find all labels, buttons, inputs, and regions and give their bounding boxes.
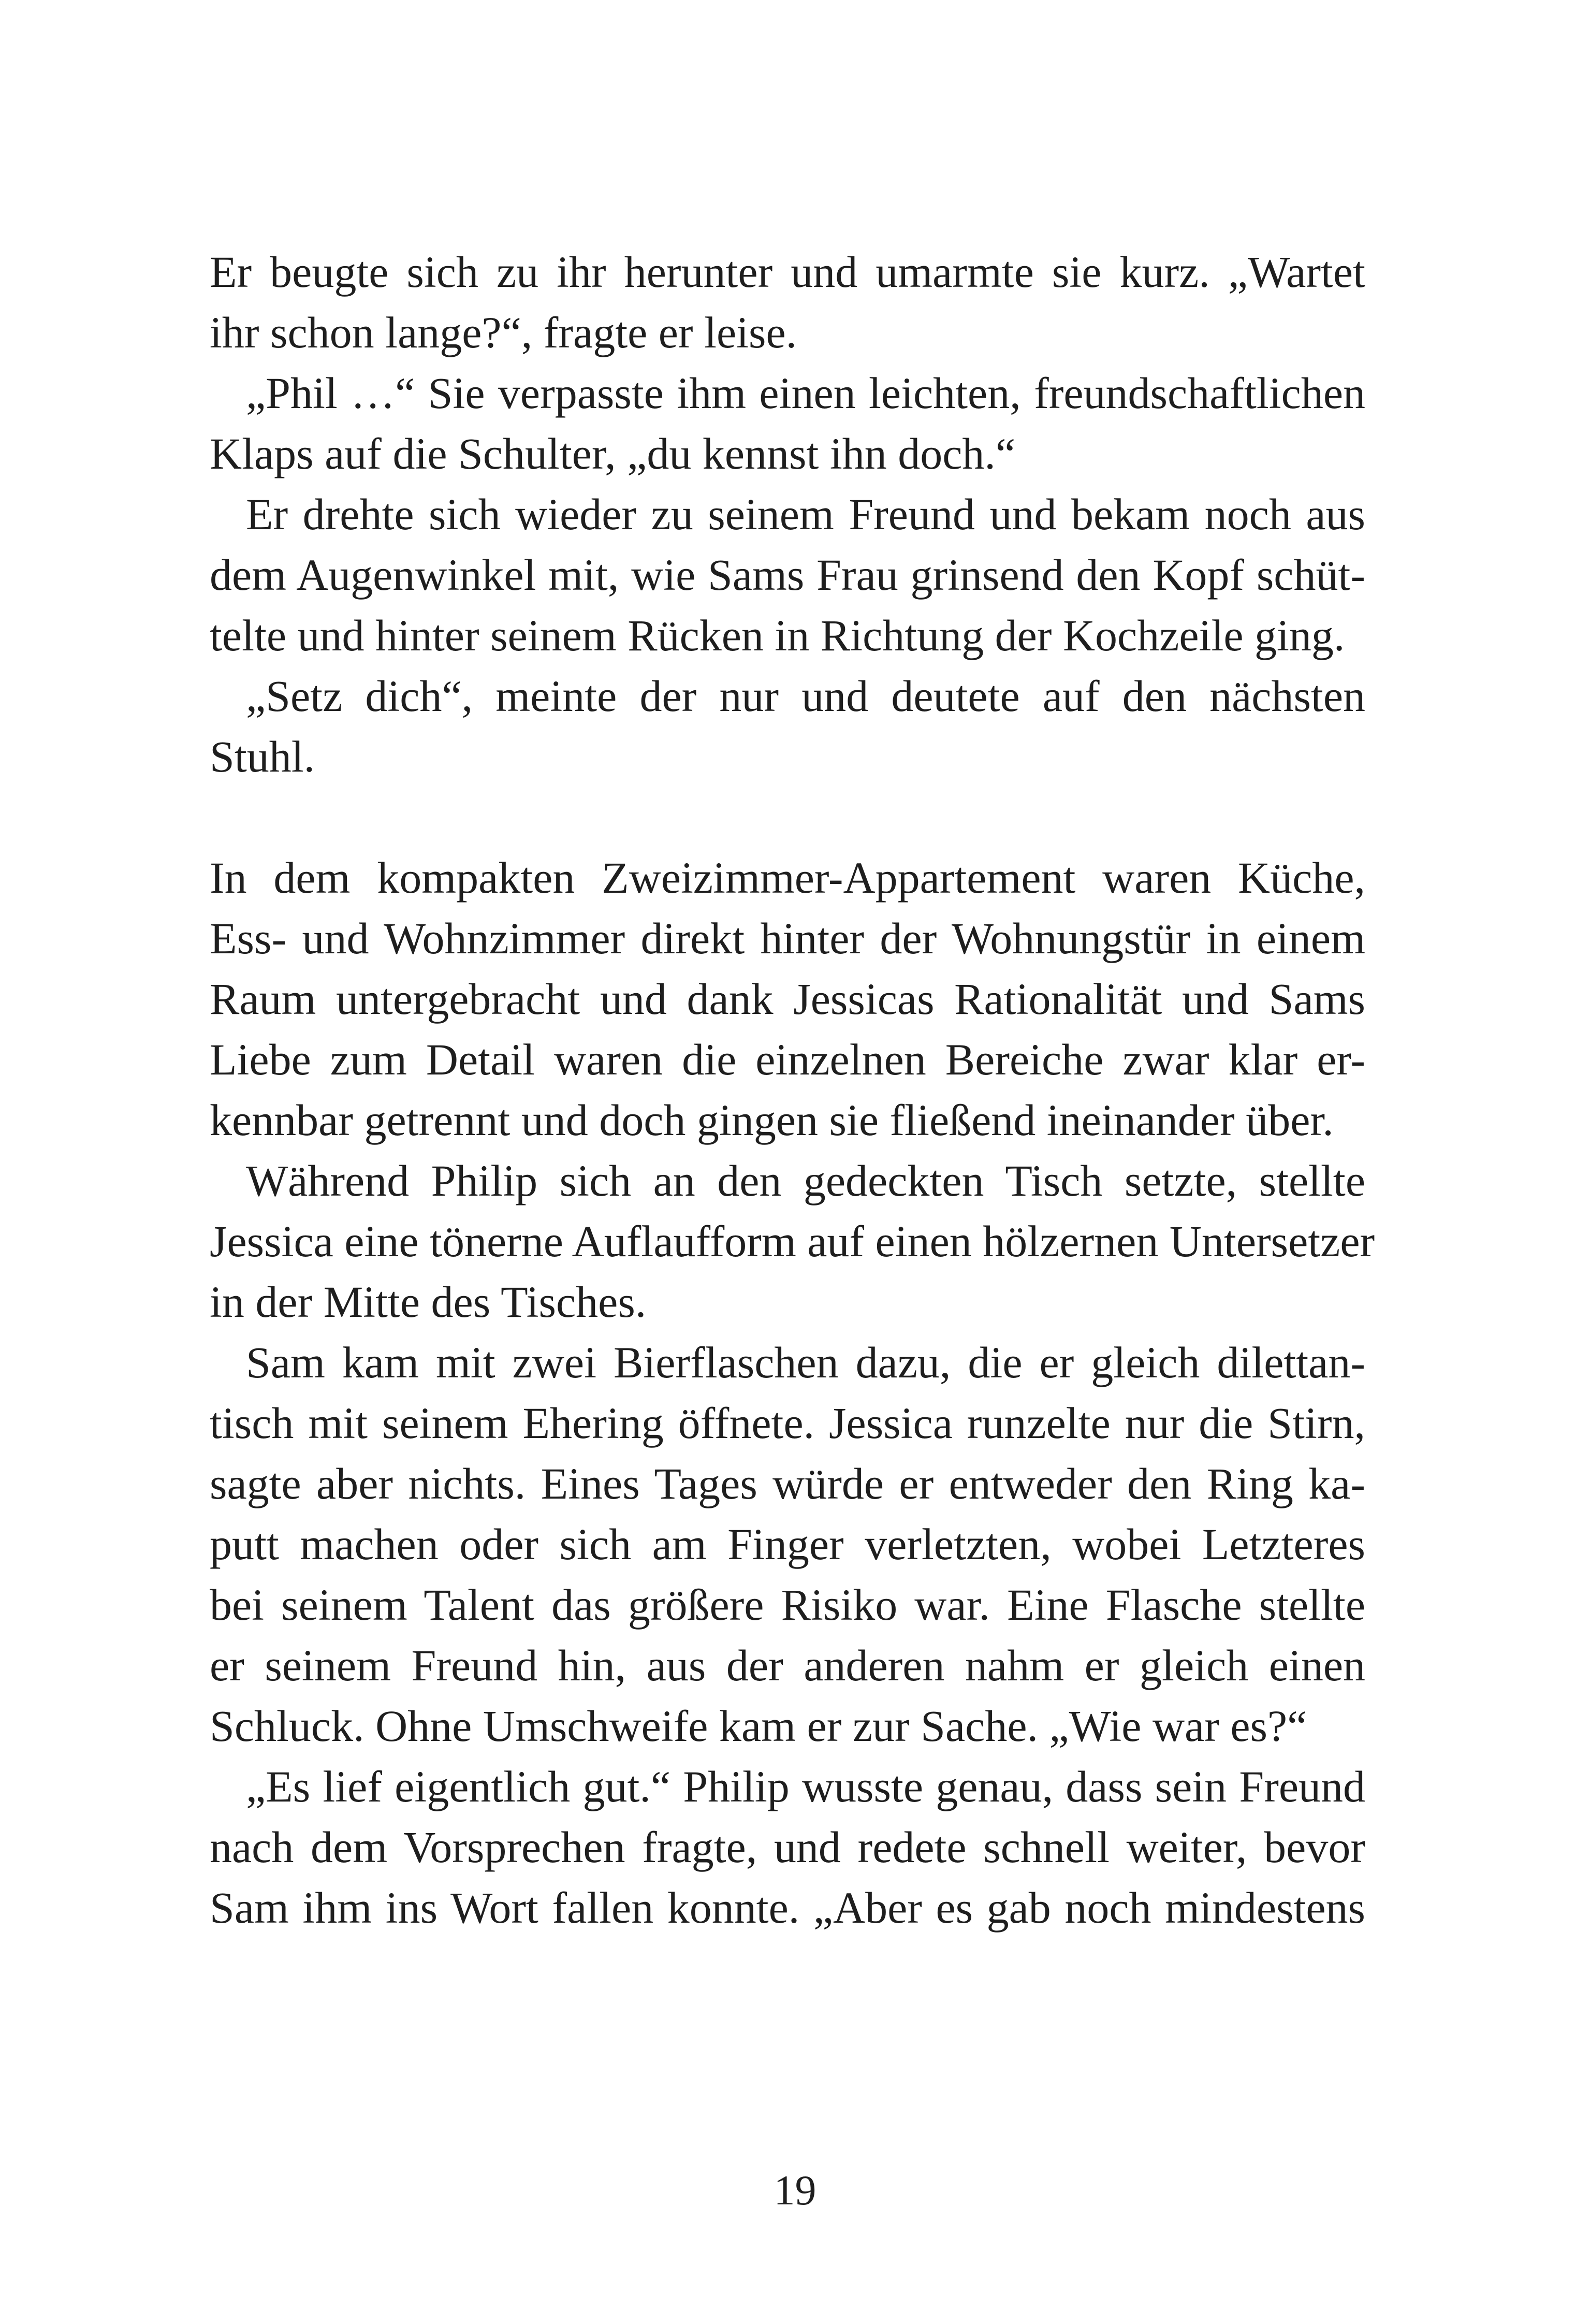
text-line: Stuhl. — [210, 732, 315, 781]
text-line: Während Philip sich an den gedeckten Tisch setzte, stellte — [246, 1156, 1365, 1205]
text-line: dem Augenwinkel mit, wie Sams Frau grinsend den Kopf schüt- — [210, 550, 1365, 600]
text-line: „Es lief eigentlich gut.“ Philip wusste genau, dass sein Freund — [246, 1762, 1365, 1811]
text-line: ihr schon lange?“, fragte er leise. — [210, 308, 797, 357]
text-line: putt machen oder sich am Finger verletzten, wobei Letzteres — [210, 1519, 1365, 1569]
text-line: Raum untergebracht und dank Jessicas Rationalität und Sams — [210, 974, 1365, 1024]
text-line: kennbar getrennt und doch gingen sie fließend ineinander über. — [210, 1095, 1334, 1145]
text-line: er seinem Freund hin, aus der anderen nahm er gleich einen — [210, 1640, 1365, 1690]
text-line: bei seinem Talent das größere Risiko war. Eine Flasche stellte — [210, 1580, 1365, 1630]
text-line: Sam kam mit zwei Bierflaschen dazu, die er gleich dilettan- — [246, 1338, 1365, 1387]
text-line: „Setz dich“, meinte der nur und deutete auf den nächsten — [246, 671, 1365, 721]
text-line: „Phil …“ Sie verpasste ihm einen leichten, freundschaftlichen — [246, 368, 1365, 418]
text-line: Jessica eine tönerne Auflaufform auf einen hölzernen Untersetzer — [210, 1216, 1375, 1266]
text-line: In dem kompakten Zweizimmer-Appartement waren Küche, — [210, 853, 1365, 903]
page-number: 19 — [774, 2167, 816, 2214]
text-line: Ess- und Wohnzimmer direkt hinter der Wohnungstür in einem — [210, 913, 1365, 963]
text-line: Klaps auf die Schulter, „du kennst ihn doch.“ — [210, 429, 1016, 478]
text-block-2 — [210, 848, 1375, 1938]
text-line: in der Mitte des Tisches. — [210, 1277, 647, 1327]
text-line: Sam ihm ins Wort fallen konnte. „Aber es gab noch mindestens — [210, 1883, 1365, 1933]
text-line: telte und hinter seinem Rücken in Richtung der Kochzeile ging. — [210, 611, 1345, 660]
text-line: sagte aber nichts. Eines Tages würde er entweder den Ring ka- — [210, 1459, 1365, 1508]
text-line: Liebe zum Detail waren die einzelnen Bereiche zwar klar er- — [210, 1035, 1365, 1084]
text-line: nach dem Vorsprechen fragte, und redete schnell weiter, bevor — [210, 1822, 1365, 1872]
text-line: Er beugte sich zu ihr herunter und umarmte sie kurz. „Wartet — [210, 247, 1365, 297]
text-block-1 — [210, 242, 1365, 787]
text-line: Er drehte sich wieder zu seinem Freund und bekam noch aus — [246, 489, 1365, 539]
text-line: tisch mit seinem Ehering öffnete. Jessica runzelte nur die Stirn, — [210, 1398, 1365, 1448]
text-line: Schluck. Ohne Umschweife kam er zur Sache. „Wie war es?“ — [210, 1701, 1307, 1751]
